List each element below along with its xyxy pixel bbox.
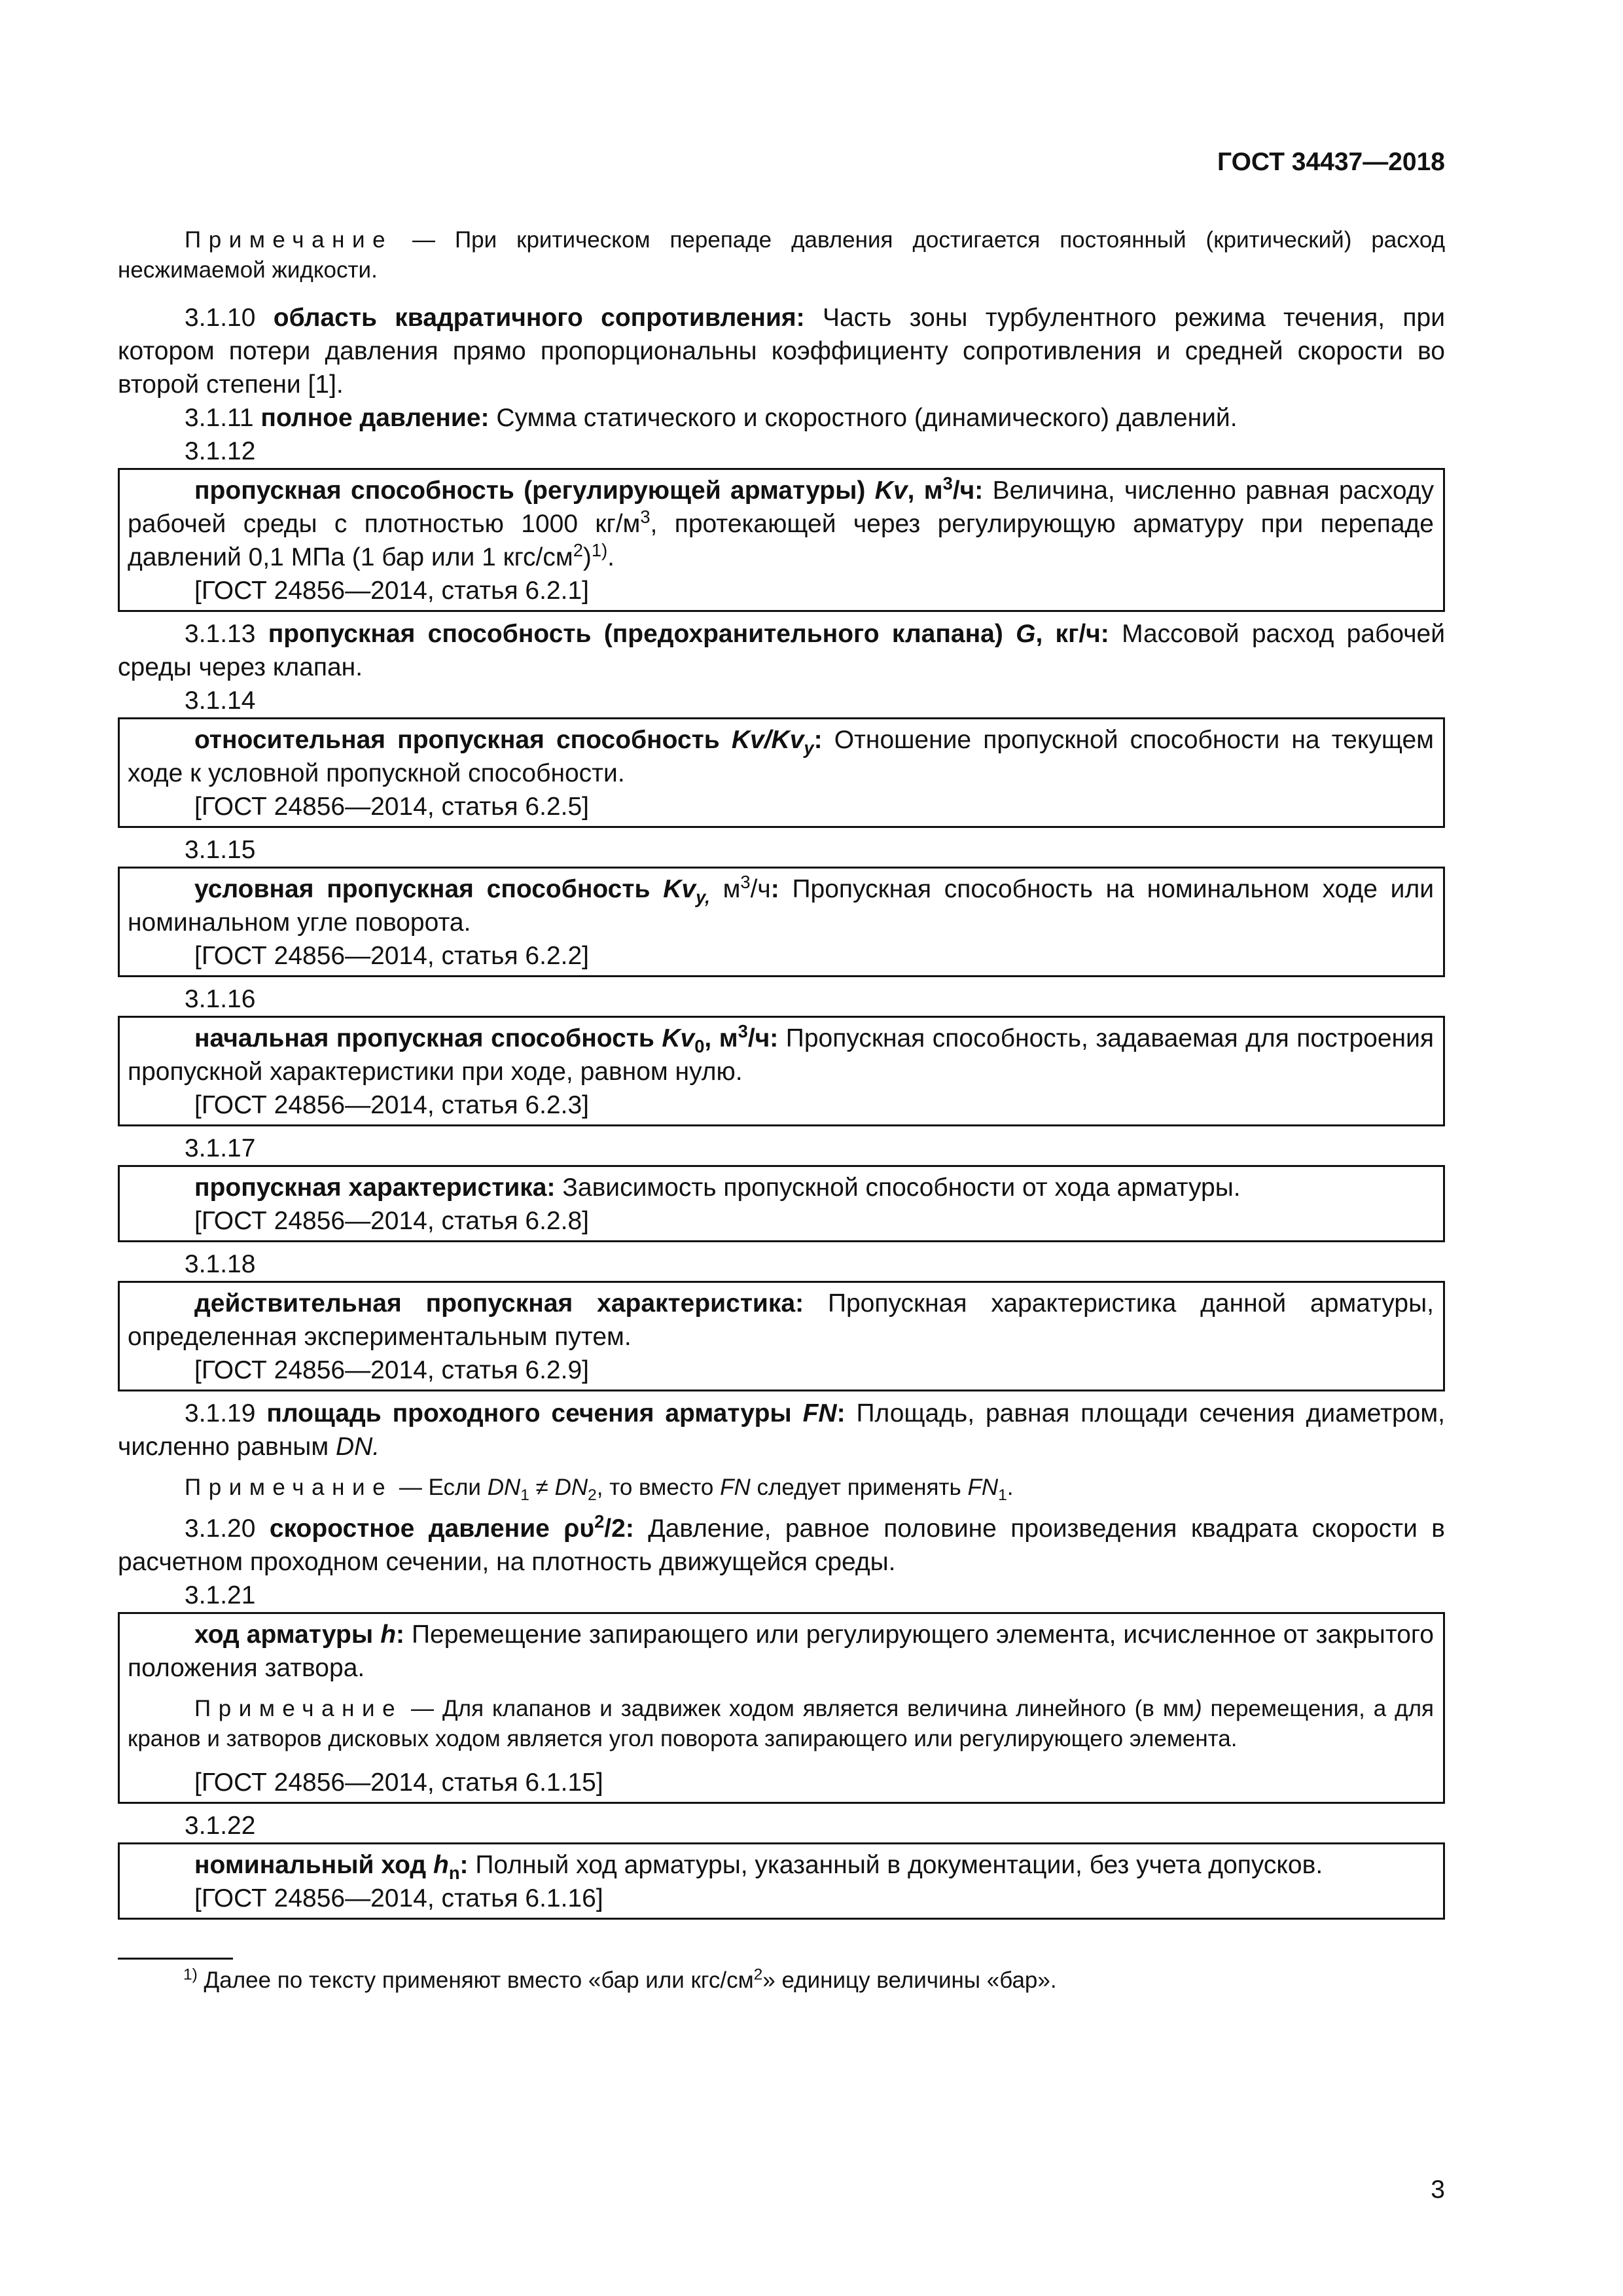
reference: [ГОСТ 24856—2014, статья 6.1.16] xyxy=(194,1884,603,1912)
note-3-1-21 xyxy=(128,1694,1434,1754)
reference: [ГОСТ 24856—2014, статья 6.2.9] xyxy=(194,1356,589,1384)
clause-number-3-1-22: 3.1.22 xyxy=(185,1812,256,1840)
definition: Отношение пропускной способности на текущем ходе к условной пропускной способности. xyxy=(128,726,1434,787)
term: действительная пропускная характеристика: xyxy=(194,1289,804,1318)
definition-box-3-1-21 xyxy=(118,1612,1445,1804)
symbol: FN xyxy=(720,1475,751,1500)
unit: , м xyxy=(704,1024,738,1052)
unit: , кг/ч: xyxy=(1035,620,1109,648)
term: номинальный ход xyxy=(194,1851,427,1879)
definition: Пропускная способность на номинальном ходе или номинальном угле поворота. xyxy=(128,875,1434,937)
reference: [ГОСТ 24856—2014, статья 6.2.5] xyxy=(194,793,589,821)
clause-number-3-1-17: 3.1.17 xyxy=(185,1134,256,1162)
sup: 3 xyxy=(640,507,651,527)
clause-number-3-1-21: 3.1.21 xyxy=(185,1581,256,1609)
term: условная пропускная способность xyxy=(194,875,651,903)
clause-number: 3.1.20 xyxy=(185,1515,256,1543)
unit: , м xyxy=(907,476,943,505)
clause-number-3-1-14: 3.1.14 xyxy=(185,687,256,715)
term: пропускная характеристика: xyxy=(194,1174,556,1202)
symbol-sub: 0 xyxy=(694,1035,705,1056)
footnote-separator xyxy=(118,1958,233,1960)
definition-box-3-1-15 xyxy=(118,867,1445,977)
definition: Зависимость пропускной способности от хода арматуры. xyxy=(555,1174,1241,1202)
definition-3-1-17 xyxy=(128,1171,1434,1204)
symbol: Kv xyxy=(874,476,908,505)
note-text: — Если xyxy=(393,1475,488,1500)
sub: 1 xyxy=(520,1486,529,1504)
sup: 2 xyxy=(573,540,583,560)
footnote-ref[interactable]: 1) xyxy=(591,540,608,560)
clause-number-3-1-12: 3.1.12 xyxy=(185,437,256,465)
definition: Пропускная способность, задаваемая для построения пропускной характеристики при ходе, равном нулю. xyxy=(128,1024,1434,1086)
symbol: DN xyxy=(554,1475,588,1500)
definition: Полный ход арматуры, указанный в документации, без учета допусков. xyxy=(468,1851,1323,1879)
page-number: 3 xyxy=(1431,2176,1445,2204)
unit-tail: /ч: xyxy=(952,476,984,505)
colon: : xyxy=(459,1851,469,1879)
definition-box-3-1-17 xyxy=(118,1165,1445,1242)
doc-header: ГОСТ 34437—2018 xyxy=(1217,148,1445,176)
clause-3-1-19 xyxy=(118,1397,1445,1463)
note-label: Примечание xyxy=(185,227,393,253)
symbol: FN xyxy=(802,1399,837,1427)
symbol-sub: у xyxy=(804,737,814,758)
symbol: h xyxy=(380,1621,397,1649)
term: полное давление: xyxy=(260,404,490,432)
definition-box-3-1-14 xyxy=(118,717,1445,828)
symbol-dn: DN. xyxy=(335,1433,380,1461)
definition: Площадь, равная площади сечения диаметром, численно равным xyxy=(118,1399,1445,1461)
colon: : xyxy=(813,726,823,754)
term: область квадратичного сопротивления: xyxy=(273,304,805,332)
colon: : xyxy=(770,875,779,903)
period: . xyxy=(1007,1475,1014,1500)
definition: Сумма статического и скоростного (динамического) давлений. xyxy=(489,404,1238,432)
note-text: перемещения, а для кранов и затворов дисковых ходом является угол поворота запирающего или регулирующего элемента. xyxy=(128,1696,1434,1751)
definition: Величина, численно равная расходу рабочей среды с плотностью 1000 кг/м xyxy=(128,476,1435,538)
definition-box-3-1-22 xyxy=(118,1842,1445,1920)
period: . xyxy=(607,543,615,571)
definition-box-3-1-18 xyxy=(118,1281,1445,1391)
definition-3-1-12 xyxy=(128,474,1434,574)
clause-3-1-13 xyxy=(118,617,1445,684)
symbol: FN xyxy=(967,1475,999,1500)
definition-3-1-15 xyxy=(128,872,1434,939)
note-3-1-19 xyxy=(118,1473,1445,1503)
footnote xyxy=(183,1966,1445,1995)
unit: м xyxy=(709,875,741,903)
clause-number-3-1-18: 3.1.18 xyxy=(185,1250,256,1278)
footnote-text: » единицу величины «бар». xyxy=(762,1967,1057,1993)
symbol-sub: у, xyxy=(696,886,710,907)
clause-number: 3.1.11 xyxy=(185,404,254,432)
definition: Массовой расход рабочей среды через клапан. xyxy=(118,620,1445,681)
note-label: Примечание xyxy=(185,1475,393,1500)
note-critical-pressure xyxy=(118,225,1445,285)
term: ход арматуры xyxy=(194,1621,374,1649)
note-label: Примечание xyxy=(194,1696,403,1721)
footnote-text: Далее по тексту применяют вместо «бар или кгс/см xyxy=(197,1967,754,1993)
term: пропускная способность (регулирующей арматуры) xyxy=(194,476,866,505)
definition-cont: , протекающей через регулирующую арматуру при перепаде давлений 0,1 МПа (1 бар или 1 кгс/см xyxy=(128,510,1434,571)
symbol: Kv/Kv xyxy=(731,726,804,754)
term: относительная пропускная способность xyxy=(194,726,720,754)
colon: : xyxy=(396,1621,405,1649)
term: начальная пропускная способность xyxy=(194,1024,654,1052)
note-text: следует применять xyxy=(750,1475,968,1500)
definition: Часть зоны турбулентного режима течения, при котором потери давления прямо пропорциональны коэффициенту сопротивления и средней скорости во второй степени [1]. xyxy=(118,304,1445,399)
definition-box-3-1-16 xyxy=(118,1016,1445,1126)
clause-number: 3.1.13 xyxy=(185,620,256,648)
unit-tail: /ч xyxy=(750,875,771,903)
clause-number-3-1-15: 3.1.15 xyxy=(185,836,256,864)
page-body xyxy=(118,225,1445,1995)
term: площадь проходного сечения арматуры xyxy=(266,1399,792,1427)
symbol: G xyxy=(1016,620,1036,648)
paren: ) xyxy=(582,543,592,571)
unit-sup: 3 xyxy=(942,473,953,493)
paren: ) xyxy=(1194,1696,1202,1721)
clause-number-3-1-16: 3.1.16 xyxy=(185,985,256,1013)
reference: [ГОСТ 24856—2014, статья 6.2.3] xyxy=(194,1091,589,1119)
note-text: — При критическом перепаде давления достигается постоянный (критический) расход несжимаемой жидкости. xyxy=(118,227,1445,283)
symbol-sup: 2 xyxy=(594,1511,605,1532)
reference: [ГОСТ 24856—2014, статья 6.2.1] xyxy=(194,577,589,605)
footnote-mark: 1) xyxy=(183,1965,198,1984)
symbol-sub: n xyxy=(448,1862,460,1883)
symbol: h xyxy=(433,1851,449,1879)
term: пропускная способность (предохранительного клапана) xyxy=(268,620,1003,648)
reference: [ГОСТ 24856—2014, статья 6.2.8] xyxy=(194,1207,589,1235)
note-text: — Для клапанов и задвижек ходом является величина линейного (в мм xyxy=(402,1696,1194,1721)
sub: 1 xyxy=(998,1486,1007,1504)
clause-3-1-10 xyxy=(118,301,1445,401)
clause-3-1-11 xyxy=(118,401,1445,435)
symbol: ρυ xyxy=(549,1515,595,1543)
note-text: , то вместо xyxy=(596,1475,721,1500)
definition-3-1-16 xyxy=(128,1022,1434,1088)
reference: [ГОСТ 24856—2014, статья 6.1.15] xyxy=(194,1768,603,1797)
sub: 2 xyxy=(588,1486,597,1504)
definition-box-3-1-12 xyxy=(118,468,1445,612)
clause-number: 3.1.19 xyxy=(185,1399,256,1427)
term: скоростное давление xyxy=(269,1515,550,1543)
definition: Давление, равное половине произведения квадрата скорости в расчетном проходном сечении, на плотность движущейся среды. xyxy=(118,1515,1446,1576)
definition-3-1-18 xyxy=(128,1287,1434,1354)
unit-sup: 3 xyxy=(740,872,751,892)
unit-sup: 3 xyxy=(738,1021,748,1041)
sup: 2 xyxy=(753,1965,763,1984)
clause-3-1-20 xyxy=(118,1512,1445,1579)
definition: Перемещение запирающего или регулирующего элемента, исчисленное от закрытого положения затвора. xyxy=(128,1621,1434,1682)
symbol-tail: /2: xyxy=(604,1515,634,1543)
definition: Пропускная характеристика данной арматуры, определенная экспериментальным путем. xyxy=(128,1289,1434,1351)
symbol: Kv xyxy=(662,1024,695,1052)
reference: [ГОСТ 24856—2014, статья 6.2.2] xyxy=(194,942,589,970)
definition-3-1-14 xyxy=(128,723,1434,790)
clause-number: 3.1.10 xyxy=(185,304,256,332)
colon: : xyxy=(836,1399,846,1427)
definition-3-1-21 xyxy=(128,1618,1434,1685)
symbol: DN xyxy=(487,1475,521,1500)
unit-tail: /ч: xyxy=(747,1024,779,1052)
symbol: Kv xyxy=(663,875,696,903)
definition-3-1-22 xyxy=(128,1848,1434,1882)
not-equal: ≠ xyxy=(529,1475,555,1500)
